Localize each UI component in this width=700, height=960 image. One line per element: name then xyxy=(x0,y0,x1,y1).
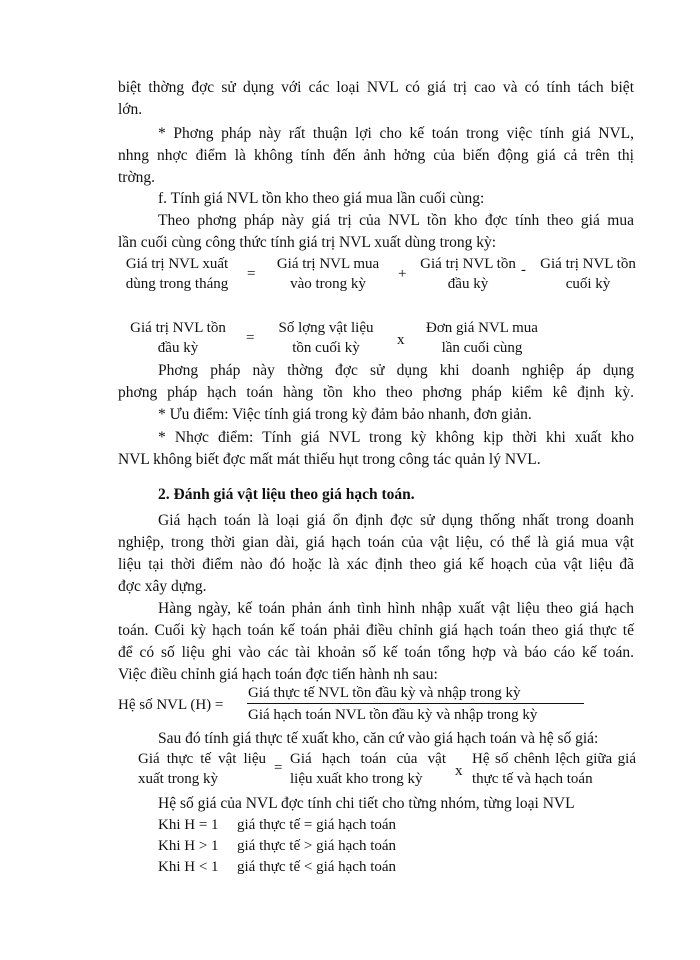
text-line: Theo phơng pháp này giá trị của NVL tồn kho đợc tính theo giá mua xyxy=(158,212,634,229)
case-text: giá thực tế < giá hạch toán xyxy=(237,859,397,875)
text-line: Việc điều chỉnh giá hạch toán đợc tiến hành nh sau: xyxy=(118,666,438,683)
case-text: giá thực tế > giá hạch toán xyxy=(237,838,397,854)
case-label: Khi H < 1 xyxy=(158,859,219,875)
formula3-lhs: Hệ số NVL (H) = xyxy=(118,697,224,713)
formula1-term-opening: Giá trị NVL tồn đầu kỳ xyxy=(420,256,516,292)
text-line: Giá hạch toán là loại giá ổn định đợc sử dụng thống nhất trong doanh xyxy=(158,512,634,529)
equals-sign: = xyxy=(246,330,255,346)
text-line: NVL không biết đợc mất mát thiếu hụt trong công tác quản lý NVL. xyxy=(118,451,541,468)
case-label: Khi H = 1 xyxy=(158,817,219,833)
text-line: * Nhợc điểm: Tính giá NVL trong kỳ không kịp thời khi xuất kho xyxy=(158,429,634,446)
text-line: liệu tại thời điểm nào đó hoặc là xác định theo giá kế hoạch của vật liệu đã xyxy=(118,556,634,573)
text-line: lần cuối cùng công thức tính giá trị NVL xuất dùng trong kỳ: xyxy=(118,234,497,251)
formula4-lhs: Giá thực tế vật liệu xuất trong kỳ xyxy=(138,751,266,787)
text-line: phơng pháp hạch toán hàng tồn kho theo phơng pháp kiểm kê định kỳ. xyxy=(118,384,634,401)
minus-sign: - xyxy=(521,262,526,278)
formula3-denominator: Giá hạch toán NVL tồn đầu kỳ và nhập trong kỳ xyxy=(248,707,538,723)
text-line: trờng. xyxy=(118,169,156,186)
formula1-term-closing: Giá trị NVL tồn cuối kỳ xyxy=(540,256,636,292)
formula2-term-unit-price: Đơn giá NVL mua lần cuối cùng xyxy=(426,320,538,356)
plus-sign: + xyxy=(398,266,407,282)
multiply-sign: x xyxy=(455,763,463,779)
section-heading-2: 2. Đánh giá vật liệu theo giá hạch toán. xyxy=(158,486,415,503)
formula4-term-accounting-price: Giá hạch toán của vật liệu xuất kho trong kỳ xyxy=(290,751,446,787)
fraction-bar xyxy=(247,703,584,704)
text-line: Hàng ngày, kế toán phản ánh tình hình nhập xuất vật liệu theo giá hạch xyxy=(158,600,634,617)
multiply-sign: x xyxy=(397,332,405,348)
text-line: lớn. xyxy=(118,101,143,118)
formula3-numerator: Giá thực tế NVL tồn đầu kỳ và nhập trong kỳ xyxy=(248,685,521,701)
equals-sign: = xyxy=(247,266,256,282)
formula4-term-coefficient: Hệ số chênh lệch giữa giá thực tế và hạch toán xyxy=(472,751,636,787)
text-line: * Phơng pháp này rất thuận lợi cho kế toán trong việc tính giá NVL, xyxy=(158,125,634,142)
text-line: Phơng pháp này thờng đợc sử dụng khi doanh nghiệp áp dụng xyxy=(158,362,634,379)
case-label: Khi H > 1 xyxy=(158,838,219,854)
formula1-term-purchase: Giá trị NVL mua vào trong kỳ xyxy=(276,256,380,292)
formula2-term-stock-value: Giá trị NVL tồn đầu kỳ xyxy=(130,320,226,356)
text-line: Sau đó tính giá thực tế xuất kho, căn cứ vào giá hạch toán và hệ số giá: xyxy=(158,730,599,747)
text-line: toán. Cuối kỳ hạch toán kế toán phải điều chỉnh giá hạch toán theo giá thực tế xyxy=(118,622,634,639)
section-heading-f: f. Tính giá NVL tồn kho theo giá mua lần cuối cùng: xyxy=(158,190,485,207)
text-line: nhng nhợc điểm là không tính đến ảnh hởng của biến động giá cả trên thị xyxy=(118,147,634,164)
text-line: để có số liệu ghi vào các tài khoản số kế toán tổng hợp và báo cáo kế toán. xyxy=(118,644,634,661)
text-line: biệt thờng đợc sử dụng với các loại NVL có giá trị cao và có tính tách biệt xyxy=(118,79,634,96)
text-line: đợc xây dựng. xyxy=(118,578,207,595)
equals-sign: = xyxy=(274,760,283,776)
text-line: Hệ số giá của NVL đợc tính chi tiết cho từng nhóm, từng loại NVL xyxy=(158,795,575,812)
formula1-term-export: Giá trị NVL xuất dùng trong tháng xyxy=(125,256,229,292)
case-text: giá thực tế = giá hạch toán xyxy=(237,817,397,833)
formula2-term-quantity: Số lợng vật liệu tồn cuối kỳ xyxy=(278,320,374,356)
text-line: * Ưu điểm: Việc tính giá trong kỳ đảm bảo nhanh, đơn giản. xyxy=(158,406,532,423)
text-line: nghiệp, trong thời gian dài, giá hạch toán của vật liệu, có thể là giá mua vật xyxy=(118,534,634,551)
